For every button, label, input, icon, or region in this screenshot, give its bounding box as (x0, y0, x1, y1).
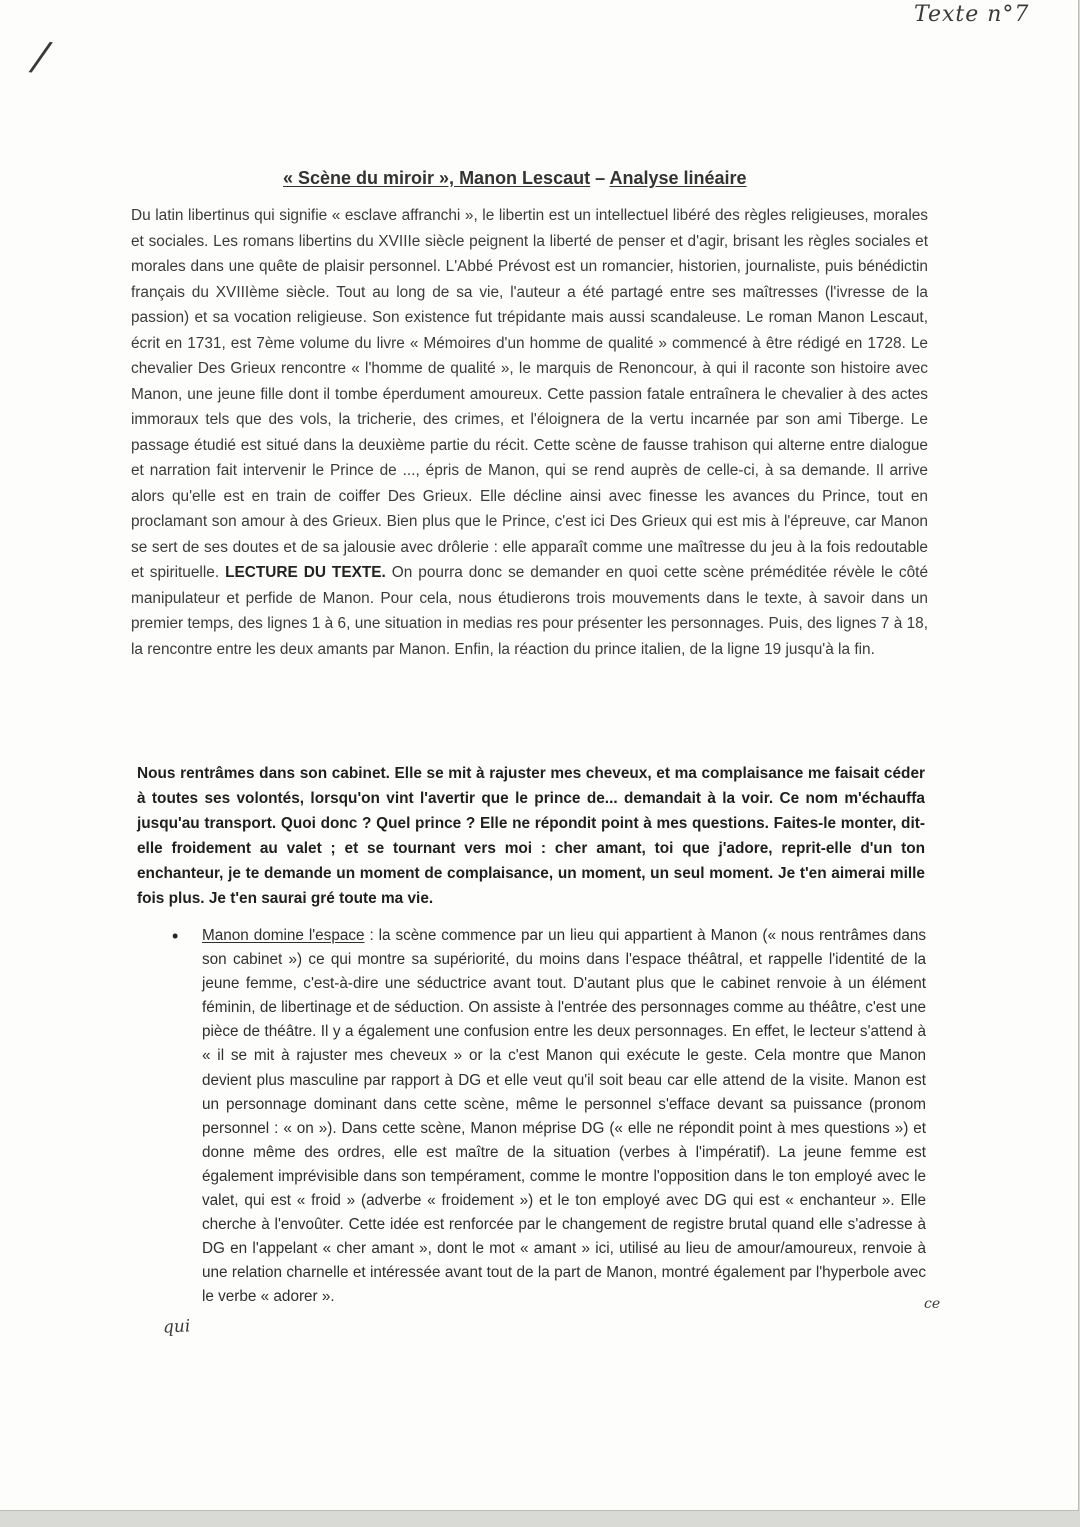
bullet-point: • (172, 926, 179, 946)
introduction-paragraph (131, 203, 928, 662)
introduction-problematic: On pourra donc se demander en quoi cette scène préméditée révèle le côté manipulateur et perfide de Manon. Pour cela, nous étudierons trois mouvements dans le texte, à savoir dans un premier temps, des lignes 1 à 6, une situation in medias res pour présenter les personnages. Puis, des lignes 7 à 18, la rencontre entre les deux amants par Manon. Enfin, la réaction du prince italien, de la ligne 19 jusqu'à la fin. (131, 564, 928, 658)
title-subject: « Scène du miroir », Manon Lescaut (283, 168, 591, 188)
reading-marker: LECTURE DU TEXTE. (225, 564, 386, 581)
introduction-text: Du latin libertinus qui signifie « esclave affranchi », le libertin est un intellectuel libéré des règles religieuses, morales et sociales. Les romans libertins du XVIIIe siècle peignent la liberté de penser et d'agir, brisant les règles sociales et morales dans une quête de plaisir personnel. L'Abbé Prévost est un romancier, historien, journaliste, puis bénédictin français du XVIIIème siècle. Tout au long de sa vie, l'auteur a été partagé entre ses maîtresses (l'ivresse de la passion) et sa vocation religieuse. Son existence fut trépidante mais aussi scandaleuse. Le roman Manon Lescaut, écrit en 1731, est 7ème volume du livre « Mémoires d'un homme de qualité » commencé à être rédigé en 1728. Le chevalier Des Grieux rencontre « l'homme de qualité », le marquis de Renoncour, à qui il raconte son histoire avec Manon, une jeune fille dont il tombe éperdument amoureux. Cette passion fatale entraînera le chevalier à des actes immoraux tels que des vols, la tricherie, des crimes, et l'éloignera de la vertu incarnée par son ami Tiberge. Le passage étudié est situé dans la deuxième partie du récit. Cette scène de fausse trahison qui alterne entre dialogue et narration fait intervenir le Prince de ..., épris de Manon, qui se rend auprès de celle-ci, à sa demande. Il arrive alors qu'elle est en train de coiffer Des Grieux. Elle décline ainsi avec finesse les avances du Prince, tout en proclamant son amour à des Grieux. Bien plus que le Prince, c'est ici Des Grieux qui est mis à l'épreuve, car Manon se sert de ses doutes et de sa jalousie avec drôlerie : elle apparaît comme une maîtresse du jeu à la fois redoutable et spirituelle. (131, 207, 928, 581)
title-separator: – (590, 168, 610, 188)
analysis-paragraph (202, 924, 926, 1310)
document-title (283, 168, 747, 189)
handwritten-ce: ce (924, 1296, 941, 1312)
analysis-heading: Manon domine l'espace (202, 927, 365, 944)
handwritten-margin-slash: / (30, 33, 51, 81)
title-type: Analyse linéaire (609, 168, 747, 188)
analysis-body: : la scène commence par un lieu qui appartient à Manon (« nous rentrâmes dans son cabinet ») ce qui montre sa supériorité, du moins dans l'espace théâtral, et rappelle l'identité de la jeune femme, c'est-à-dire une séductrice avant tout. D'autant plus que le cabinet renvoie à un élément féminin, de libertinage et de séduction. On assiste à l'entrée des personnages comme au théâtre, c'est une pièce de théâtre. Il y a également une confusion entre les deux personnages. En effet, le lecteur s'attend à « il se mit à rajuster mes cheveux » or la c'est Manon qui exécute le geste. Cela montre que Manon devient plus masculine par rapport à DG et elle veut qu'il soit beau car elle attend de la visite. Manon est un personnage dominant dans cette scène, même le personnel s'efface devant sa puissance (pronom personnel : « on »). Dans cette scène, Manon méprise DG (« elle ne répondit point à mes questions ») et donne même des ordres, elle est maître de la situation (verbes à l'impératif). La jeune femme est également imprévisible dans son tempérament, comme le montre l'opposition dans le ton employé avec le valet, qui est « froid » (adverbe « froidement ») et le ton employé avec DG qui est « enchanteur ». Elle cherche à l'envoûter. Cette idée est renforcée par le changement de registre brutal quand elle s'adresse à DG en l'appelant « cher amant », dont le mot « amant » ici, utilisé au lieu de amour/amoureux, renvoie à une relation charnelle et intéressée avant tout de la part de Manon, montré également par l'hyperbole avec le verbe « adorer ». (202, 927, 926, 1306)
quoted-excerpt: Nous rentrâmes dans son cabinet. Elle se mit à rajuster mes cheveux, et ma complaisance me faisait céder à toutes ses volontés, lorsqu'on vint l'avertir que le prince de... demandait à la voir. Ce nom m'échauffa jusqu'au transport. Quoi donc ? Quel prince ? Elle ne répondit point à mes questions. Faites-le monter, dit-elle froidement au valet ; et se tournant vers moi : cher amant, toi que j'adore, reprit-elle d'un ton enchanteur, je te demande un moment de complaisance, un moment, un seul moment. Je t'en aimerai mille fois plus. Je t'en saurai gré toute ma vie. (137, 765, 925, 907)
handwritten-qui: qui (162, 1316, 191, 1338)
handwritten-text-number: Texte n°7 (914, 2, 1030, 27)
